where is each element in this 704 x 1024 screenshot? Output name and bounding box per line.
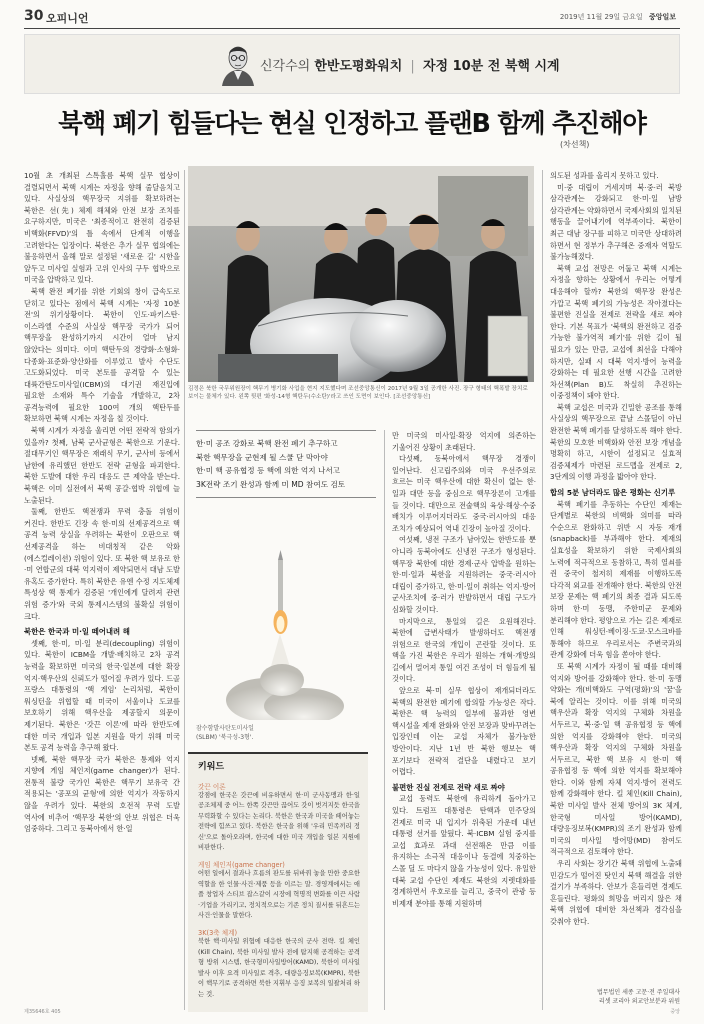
section-name: 오피니언: [46, 12, 89, 25]
missile-caption-line: (SLBM) '북극성-3형'.: [196, 734, 254, 741]
paragraph: 우리 사회는 장기간 북핵 위협에 노출돼 민감도가 떨어진 탓인지 북핵 해결을 위한 결기가 부족하다. 안보가 흔들리면 경제도 흔들린다. 평화의 희망을 버리지 않은 채 북핵 위협에 대비한 차선책과 경각심을 갖춰야 한다.: [550, 859, 682, 926]
keyword-list: [198, 775, 360, 1007]
subhead: 북한은 한국과 미·일 떼어내려 해: [24, 627, 130, 637]
paragraph: 넷째, 북한 핵무장 국가 북한은 통제와 억지 지향에 게임 체인저(game changer)가 된다. 전통적 불량 국가인 북한은 핵무기 보유국 간 적용되는 '공포의 균형'에 의한 억지가 작동하지 않을 우려가 있다. 북한의 호전적 무력 도발 역사에 비추어 '핵무장 북한'의 안보 위협은 더욱 엄중하다. 그리고 동북아에서 한·일: [24, 754, 180, 834]
column-rule: [184, 170, 185, 1010]
column-rule: [384, 430, 385, 1010]
author-line: 법무법인 세종 고문·전 주일대사: [597, 989, 680, 996]
pull-quote-line: 한·미 핵 공유협정 등 핵에 의한 억지 나서고: [196, 466, 341, 476]
keyword-term: 갓끈 이론: [198, 783, 226, 791]
header-date: [560, 12, 676, 22]
article-column-4: [550, 170, 682, 982]
pull-quote: [196, 430, 376, 498]
header-rule: [24, 28, 680, 29]
kim-jong-un-photo: [188, 166, 534, 382]
article-column-1: [24, 170, 180, 1010]
article-column-3: [392, 430, 536, 1010]
article-headline: 북핵 폐기 힘들다는 현실 인정하고 플랜B 함께 추진해야: [58, 109, 646, 139]
headline-subnote: (차선책): [560, 140, 590, 149]
paragraph: 의도된 성과를 올리지 못하고 있다.: [550, 171, 659, 180]
paragraph: 북핵 완전 폐기를 위한 기회의 창이 급속도로 닫히고 있다는 점에서 북핵 시계는 '자정 10분 전'의 위기상황이다. 북한이 인도·파키스탄·이스라엘 수준의 사실상 핵무장 국가가 되어 핵무장을 완성하기까지 시간이 얼마 남지 않았다는 의미다. 이미 핵탄두의 경량화·소형화·다종화·표준화·양산화를 이루었고 발사 수단도 고도화되었다. 미국 본토를 공격할 수 있는 대륙간탄도미사일(ICBM)의 대기권 재진입에 필요한 소재와 특수 기술을 개발하고, 2차 공격능력에 필요한 100여 개의 핵탄두를 확보하면 북핵 시계는 자정을 칠 것이다.: [24, 286, 180, 424]
issue-date: 2019년 11월 29일 금요일: [559, 13, 643, 21]
newspaper-name: 중앙일보: [648, 13, 676, 21]
paragraph: 셋째, 한·미, 미·일 분리(decoupling) 위험이 있다. 북한이 ICBM을 개발·배치하고 2차 공격 능력을 확보하면 미국의 한국·일본에 대한 확장 억지·핵우산의 신뢰도가 떨어질 우려가 있다. 드골 프랑스 대통령의 '핵 게임' 논리처럼, 북한이 워싱턴을 위협할 때 미국이 서울이나 도쿄를 보호하기 위해 핵우산을 제공할지 의문이 제기된다. 북한은 '갓끈 이론'에 따라 한반도에 대한 미국 개입과 일본 지원을 막기 위해 미국 본토 공격 능력을 추구해 왔다.: [24, 638, 180, 753]
column-rule: [542, 170, 543, 1010]
pull-quote-line: 한·미 공조 강화로 북핵 완전 폐기 추구하고: [196, 439, 338, 448]
paragraph: 마지막으로, 통일의 길은 요원해진다. 북한에 급변사태가 발생하더도 핵전쟁 위험으로 한국의 개입이 곤란할 것이다. 또 핵을 가진 북한은 우리가 원하는 개혁·개방의 길에서 멀어져 통일 여건 조성이 더 힘들게 될 것이다.: [392, 616, 536, 684]
subhead: 불편한 진실 전제로 전략 새로 짜야: [392, 782, 505, 792]
paragraph: 여섯째, 냉전 구조가 남아있는 한반도를 뿐 아니라 동북아에도 신냉전 구조가 형성된다. 핵무장 북한에 대한 경제·군사 압박을 원하는 한·미·일과 북한을 지원하려는 중국·러시아 대립이 증가하고, 한·미·일이 취하는 억지·방어 군사조치에 중·러가 반발하면서 대립 구도가 심화할 것이다.: [392, 535, 536, 614]
footer-code: 제35646호 405: [24, 1009, 61, 1015]
footer-mark: 중앙: [670, 1009, 680, 1015]
paragraph: 북핵 교섭 전망은 어둡고 북핵 시계는 자정을 향하는 상황에서 우리는 어떻게 대응해야 할까? 북한의 핵무장 완성은 가깝고 북핵 폐기의 가능성은 작아졌다는 불편한 진실을 전제로 전략을 새로 짜야 한다. 기본 목표가 '북핵의 완전하고 검증 가능한 불가역적 폐기'를 위한 길이 될 필요가 있는 만큼, 교섭에 최선을 다해야 하지만, 실패 시 대북 억지·방어 능력을 강화하는 데 필요한 선행 시간을 고려한 차선책(Plan B)도 착실히 추진하는 이중정책이 돼야 한다.: [550, 263, 682, 401]
paragraph: 만 미국의 미사일·확장 억지에 의존하는 기울어진 상황이 초래된다.: [392, 431, 536, 452]
column-topic: 자정 10분 전 북핵 시계: [422, 59, 560, 74]
pull-quote-line: 3K전략 조기 완성과 함께 미 MD 참여도 검토: [196, 479, 346, 489]
keyword-title: 키워드: [198, 762, 225, 772]
keyword-definition: 어떤 일에서 결과나 흐름의 판도를 뒤바꿔 놓을 만한 중요한 역할을 한 인물·사건·제품 등을 이르는 말. 경영계에서는 애플 창업자 스티브 잡스같이 시장에 혁명적 변화를 이끈 사람·기업을 가리키고, 정치적으로는 기존 정치 질서를 뒤흔드는 사건·인물을 말한다.: [198, 870, 360, 920]
paragraph: 또 북핵 시계가 자정이 될 때를 대비해 억지와 방어를 강화해야 한다. 한·미 동맹 약화는 개(비핵화도 구역(평화)'의 '꿈'을 북에 알리는 것이다. 이를 위해 미국의 핵우산과 확장 억지의 구체화 차원을 서두르고, 북·중·일 핵 공유협정 등 핵에 의한 억지를 강화해야 한다. 미국의 핵우산과 확장 억지의 구체화 차원을 서두르고, 북한 핵 보유 시 한·미 핵 공유협정 등 핵에 의한 억지를 확보해야 한다. 이와 함께 자체 억지·방어 전력도 함께 강화해야 한다. 킬 체인(Kill Chain), 북한 미사일 발사 전체 방어의 3K 체계, 한국형 미사일 방어(KAMD), 대량응징보복(KMPR)의 조기 완성과 함께 미국의 미사일 방어망(MD) 참여도 적극적으로 검토해야 한다.: [550, 661, 682, 857]
subhead: 합의 5분 남더라도 많은 평화는 신기루: [550, 488, 676, 498]
missile-caption: [196, 724, 254, 742]
photo-caption: 김정은 북한 국무위원장이 핵무기 병기화 사업을 현지 지도했다며 조선중앙통신이 2017년 9월 3일 공개한 사진. 장구 형태의 핵폭발 장치로 보이는 물체가 있다. 왼쪽 뒷편 '화성-14형 핵탄두(수소탄)'라고 쓰인 도면이 보인다. [조선중앙통신]: [188, 386, 528, 400]
keyword-definition: 강점에 한국은 갓끈에 비유하면서 한·미 군사동맹과 한·일 공조체제 중 어느 한쪽 갓끈만 끊어도 갓이 벗겨지듯 한국을 무력화할 수 있다는 논리다. 북한은 한국과 미국을 떼어놓는 전략에 힘쓰고 있다. 북한은 한국을 위해 '우리 민족끼리 정신'으로 돌아오라며, 한국에 대한 미국 개입을 일본 지원에 비판한다.: [198, 792, 360, 852]
keyword-term: 게임 체인저(game changer): [198, 861, 285, 870]
paragraph: 북핵 교섭은 미국과 긴밀한 공조를 통해 사실상의 핵무장으로 끝날 스몰딜이 아닌 완전한 북핵 폐기를 달성하도록 해야 한다. 북한의 모호한 비핵화와 안전 보장 개념을 명확히 하고, 시한이 설정되고 실효적 검증체제가 마련된 로드맵을 전제로 2, 3단계의 이행 과정을 밟아야 한다.: [550, 402, 682, 482]
paragraph: 교섭 동력도 북한에 유리하게 돌아가고 있다. 트럼프 대통령은 탄핵과 민주당의 견제로 미국 내 입지가 위축된 가운데 내년 대통령 선거를 앞뒀다. 북·ICBM 실험 중지를 교섭 효과로 과대 선전해온 만큼 이를 유지하는 소극적 대응이나 동결에 치중하는 스몰 딜 도 마다지 않을 가능성이 있다. 유일한 대북 교섭 수단인 제재도 북한의 지렛대화를 경계하면서 우호로를 늘리고, 중국이 관광 등 비제재 분야를 통해 지원하며: [392, 794, 536, 908]
paragraph: 10월 초 개최된 스톡홀름 북핵 실무 협상이 결렬되면서 북핵 시계는 자정을 향해 줄달음치고 있다. 사실상의 핵무장국 지위를 확보하려는 북한은 선(先) 체제 해체와 안전 보장 조치를 요구하지만, 미국은 '최종적이고 완전히 검증된 비핵화(FFVD)'의 틀 속에서 단계적 이행을 고려한다는 입장이다. 북한은 추가 실무 협의에는 불응하면서 올해 말로 설정된 '새로운 길' 시한을 앞두고 미사일 실험과 고위 인사의 구두 협박으로 미국을 압박하고 있다.: [24, 171, 180, 285]
author-line: 리셋 코리아 외교안보분과 위원: [598, 998, 680, 1005]
paragraph: 다섯째, 동북아에서 핵무장 경쟁이 일어난다. 신고립주의와 미국 우선주의로 흐르는 미국 핵우산에 대한 확신이 없는 한·일과 대만 등을 중심으로 핵무장론이 고개를 들 것이다. 대만으로 전술핵의 육상·해상·수중 배치가 이루어지더라도 중국·러시아의 대응 조치가 예상되어 역내 긴장이 높아질 것이다.: [392, 454, 536, 533]
slbm-launch-photo: [196, 540, 366, 720]
paragraph: 앞으로 북·미 실무 협상이 재개되더라도 북핵의 완전한 폐기에 합의할 가능성은 작다. 북한은 핵 능력의 일부에 불과한 영변 핵시설을 제재 완화와 안전 보장과 맞바꾸려는 입장인데 이는 교섭 자체가 불가능한 방안이다. 지난 1년 반 북한 행보는 핵 포기보다 전략적 결단을 내렸다고 보기 어렵다.: [392, 686, 536, 777]
column-series-prefix: 신각수의: [260, 59, 311, 74]
paragraph: 북핵 시계가 자정을 울리면 어떤 전략적 함의가 있을까? 첫째, 남북 군사균형은 북한으로 기운다. 절대무기인 핵무장은 재래식 무기, 군사비 등에서 남한에 유리했던 한반도 전략 균형을 파괴한다. 북한 도발에 대한 우리 대응도 큰 제약을 받는다. 북핵은 이미 실전에서 북핵 공갈·협박 위협에 늘 노출된다.: [24, 426, 180, 505]
keyword-definition: 북한 핵·미사일 위협에 대응한 한국의 군사 전략. 킬 체인(Kill Chain), 북한 미사일 발사 전에 탐지해 공격하는 공격형 방위 시스템, 한국형미사일방어(KAMD), 북한이 미사일 발사 이후 요격 미사일로 격추, 대량응징보복(KMPR), 북한이 핵무기로 공격하면 북한 지휘부 응징 보복의 일괄처리 하는 것.: [198, 938, 360, 998]
column-separator: |: [410, 59, 415, 74]
paragraph: 둘째, 한반도 핵전쟁과 무력 충돌 위험이 커진다. 한반도 긴장 속 한·미의 선제공격으로 핵 공격 능력 상실을 우려하는 북한이 오판으로 핵 선제공격을 하는 비대칭적 같은 악화(에스컬레이션) 위험이 있다. 또 북한 핵 보유로 한·미 연합군의 대북 억지력이 제약되면서 대남 도발 유혹도 증가한다. 특히 북한은 유엔 수정 지도체제 특성상 핵 통제가 검증된 '개인에게 달려져 관련 위험 증가'와 국외 통제시스템의 불확실 위험이 크다.: [24, 507, 180, 621]
paragraph: 미·중 대립이 거세지며 북·중·러 북방 삼각관계는 강화되고 한·미·일 남방 삼각관계는 약화하면서 국제사회의 일치된 행동을 끌어내기에 역부족이다. 북한이 최근 대남 장구를 피하고 미국만 상대하려 하면서 현 정부가 추구해온 중재자 역할도 불가능해졌다.: [550, 182, 682, 262]
pull-quote-line: 북한 핵무장을 군현제 될 스쿨 닫 막아야: [196, 452, 328, 462]
missile-caption-line: 잠수함발사탄도미사일: [196, 725, 254, 732]
keyword-term: 3K(3축 체계): [198, 929, 238, 938]
column-series-name: 한반도평화워치: [314, 59, 403, 74]
column-series: [260, 55, 560, 74]
paragraph: 북핵 폐기를 추동하는 수단인 제재는 단계별로 북한의 비핵화 의미를 따라 수순으로 완화하고 위반 시 자동 재개(snapback)를 부과해야 한다. 제재의 실효성을 확보하기 위한 국제사회의 노력에 적극적으로 동참하고, 특히 열쇠를 쥔 중국이 철저히 제재를 이행하도록 다각적 외교를 전개해야 한다. 북한의 안전 보장 문제는 핵 폐기의 최종 결과 되도록 하며 한·미 동맹, 주한미군 문제와 분리해야 한다. 평양으로 가는 길은 제재로 인해 워싱턴·베이징·도쿄·모스크바를 통해야 하므로 우리로서는 주변국과의 관계 강화에 더욱 힘을 쏟아야 한다.: [550, 499, 682, 660]
author-portrait: [218, 38, 258, 86]
page-number: 30: [24, 8, 44, 24]
author-credit: [540, 988, 680, 1006]
